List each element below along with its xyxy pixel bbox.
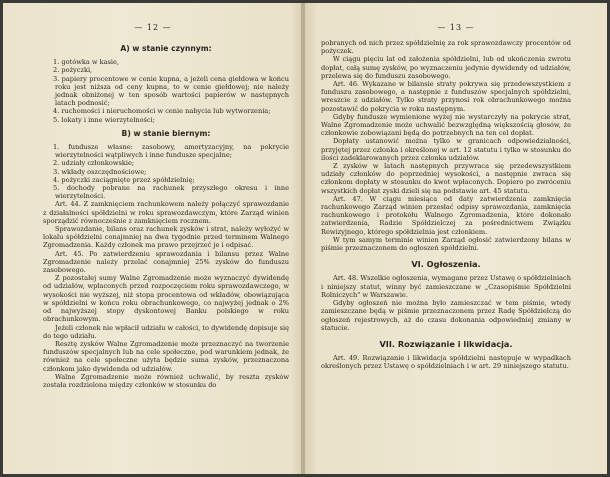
paragraph: Dopłaty ustanowić można tylko w granicach odpowiedzialności, przyjętej przez członka i określonej w art. 12 statutu i tylko w stosunku do ilości zadeklarowanych przez członka udziałów. <box>321 137 571 162</box>
list-item: 4. ruchomości i nieruchomości w cenie nabycia lub wytworzenia; <box>53 107 271 116</box>
open-booklet <box>3 3 607 474</box>
section-heading-dissolution: VII. Rozwiązanie i likwidacja. <box>379 338 513 349</box>
paragraph: Art. 45. Po zatwierdzeniu sprawozdania i bilansu przez Walne Zgromadzenie należy przelać conajmniej 25% zysków do funduszu zasobowego. <box>43 249 289 275</box>
paragraph: Walne Zgromadzenie może również uchwalić, by reszta zysków została rozdzielona między członków w stosunku do <box>43 372 289 389</box>
paragraph: Art. 46. Wykazane w bilansie straty pokrywa się przedewszystkiem z funduszu zasobowego, a następnie z funduszów specjalnych spółdzielni, wreszcie z udziałów. Tylko straty przynosi rok obrachunkowego można pozostawić do pokrycia w roku następnym. <box>321 80 571 113</box>
paragraph: Resztę zysków Walne Zgromadzenie może przeznaczyć na tworzenie funduszów specjalnych lub na cele społeczne, pod warunkiem jednak, że również na cele społeczne użyta będzie suma zysków, przeznaczona członkom jako dywidenda od udziałów. <box>43 339 289 373</box>
list-item: 2. udziały członkowskie; <box>53 159 135 168</box>
right-page-text <box>321 39 571 371</box>
paragraph: W ciągu pięciu lat od założenia spółdzielni, lub od ukończenia zwrotu dopłat, całą sumę zysków, po wyznaczeniu jedynie dywidendy od udziałów, przelewa się do funduszu zasobowego. <box>321 55 571 80</box>
paragraph: Gdyby fundusze wymienione wyżej nie wystarczyły na pokrycie strat, Walne Zgromadzenie może uchwalić bezwzględną większością głosów, że członkowie zobowiązani będą do potrzebnych na ten cel dopłat. <box>321 112 571 138</box>
list-item: 1. gotówka w kasie, <box>53 58 120 67</box>
paragraph: W tym samym terminie winien Zarząd ogłosić zatwierdzony bilans w piśmie przeznaczonem do ogłoszeń spółdzielni. <box>321 235 571 253</box>
list-item: 4. pożyczki zaciągnięte przez spółdzielnię; <box>53 175 195 184</box>
heading-liabilities: B) w stanie biernym: <box>121 128 211 138</box>
list-item: 2. pożyczki, <box>53 66 93 75</box>
paragraph: pobranych od nich przez spółdzielnię za rok sprawozdawczy procentów od pożyczek. <box>321 39 571 56</box>
left-page-text <box>43 39 289 389</box>
list-item: 3. papiery procentowe w cenie kupna, a jeżeli cena giełdowa w końcu roku jest niższa od ceny kupna, to w cenie giełdowej; nie należy jednak obniżonej w ten sposób wartości papierów w następnych latach podnosić; <box>53 74 289 108</box>
page-number-left: — 12 — <box>134 23 172 32</box>
section-heading-announcements: VI. Ogłoszenia. <box>411 259 481 270</box>
paragraph: Art. 48. Wszelkie ogłoszenia, wymagane przez Ustawę o spółdzielniach i niniejszy statut, winny być zamieszczane w „Czasopiśmie Spółdzielni Rolniczych" w Warszawie. <box>321 274 571 299</box>
list-item: 5. lokaty i inne wierzytelności; <box>53 115 155 124</box>
paragraph: Z pozostałej sumy Walne Zgromadzenie może wyznaczyć dywidendę od udziałów, wpłaconych przed rozpoczęciem roku sprawozdawczego, w wysokości nie wyższej, niż stopa procentowa od wkładów, obowiązująca w spółdzielni w końcu roku obrachunkowego, co najwyżej jednak o 2% od najwyższej stopy dyskontowej Banku polskiego w roku obrachunkowym. <box>43 274 289 324</box>
paragraph: Art. 49. Rozwiązanie i likwidacja spółdzielni następuje w wypadkach określonych przez Ustawę o spółdzielniach i w art. 29 niniejszego statutu. <box>321 354 571 371</box>
paragraph: Art. 47. W ciągu miesiąca od daty zatwierdzenia zamknięcia rachunkowego Zarząd winien przesłać odpisy sprawozdania, zamknięcia rachunkowego i protokółu Walnego Zgromadzenia, które dokonało zatwierdzenia, Radzie Spółdzielczej za pośrednictwem Związku Rewizyjnego, którego spółdzielnia jest członkiem. <box>321 194 571 236</box>
heading-assets: A) w stanie czynnym: <box>120 44 212 53</box>
list-item: 1. fundusze własne: zasobowy, amortyzacyjny, na pokrycie wierzytelności wątpliwych i inne fundusze specjalne; <box>53 143 289 160</box>
right-page <box>305 3 607 474</box>
left-page <box>3 3 303 474</box>
paragraph: Art. 44. Z zamknięciem rachunkowem należy połączyć sprawozdanie z działalności spółdzielni w roku sprawozdawczym, które Zarząd winien sporządzić równocześnie z zamknięciem rocznem. <box>43 200 289 225</box>
paragraph: Gdyby ogłoszeń nie można było zamieszczać w tem piśmie, wtedy zamieszczane będą w piśmie przeznaczonem przez Radę Spółdzielczą do ogłoszeń rejestrowych, aż do czasu dokonania odpowiedniej zmiany w statucie. <box>321 299 571 332</box>
paragraph: Jeżeli członek nie wpłacił udziału w całości, to dywidendę dopisuje się do tego udziału. <box>43 323 289 340</box>
paragraph: Z zysków w latach następnych przywraca się przedewszystkiem udziały członków do poprzedniej wysokości, a następnie zwraca się członkom dopłaty w stosunku do kwot wpłaconych. Dopiero po zwróceniu wszystkich dopłat zyski dzieli się na podstawie art. 45 statutu. <box>321 162 571 195</box>
list-item: 5. dochody pobrane na rachunek przyszłego okresu i inne wierzytelności. <box>53 184 289 201</box>
paragraph: Sprawozdanie, bilans oraz rachunek zysków i strat, należy wyłożyć w lokalu spółdzielni conajmniej na dwa tygodnie przed terminem Walnego Zgromadzenia. Każdy członek ma prawo przejrzeć je i odpisać. <box>43 225 289 250</box>
list-item: 3. wkłady oszczędnościowe; <box>53 167 147 176</box>
page-number-right: — 13 — <box>437 23 475 32</box>
